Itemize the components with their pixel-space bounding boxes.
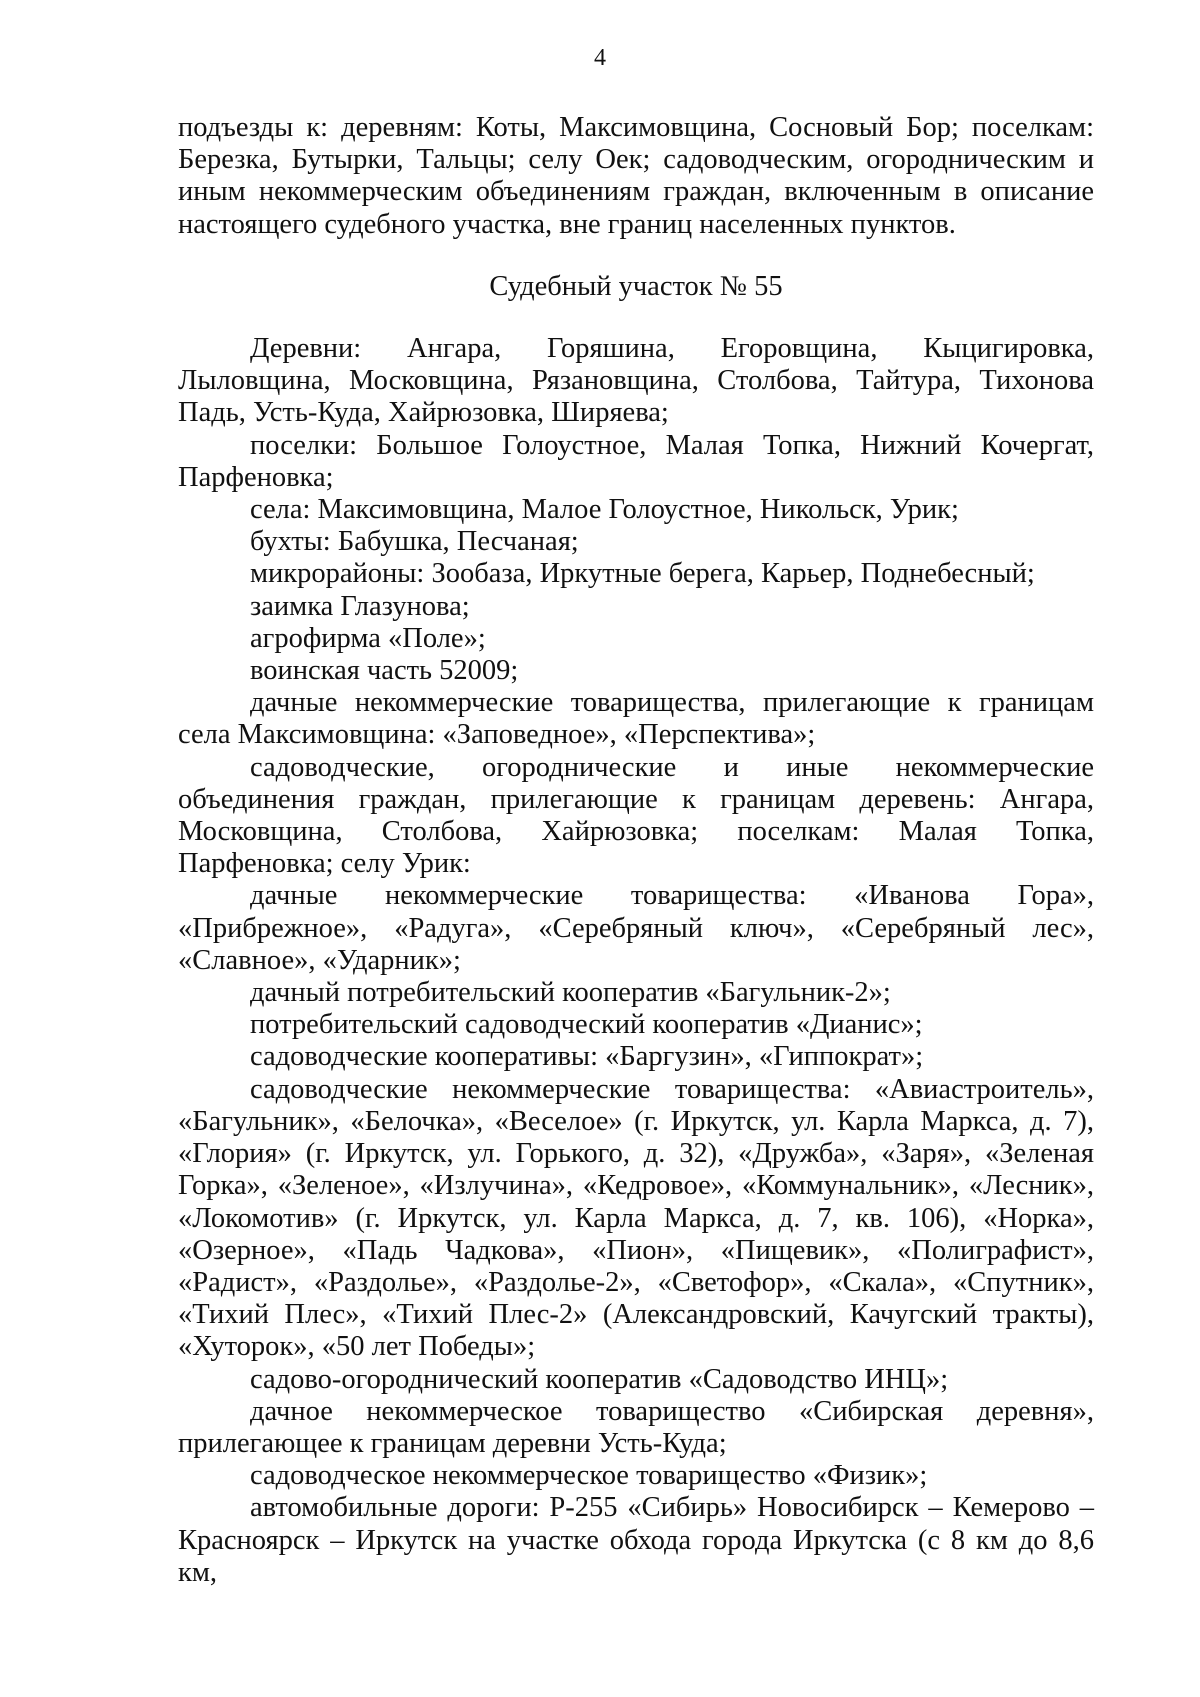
paragraph-siberian-village: дачное некоммерческое товарищество «Сибирская деревня», прилегающее к границам деревни Усть-Куда;: [178, 1395, 1094, 1459]
paragraph-roads: автомобильные дороги: Р-255 «Сибирь» Новосибирск – Кемерово – Красноярск – Иркутск на участке обхода города Иркутска (с 8 км до 8,6 км,: [178, 1492, 1094, 1588]
paragraph-garden-associations: садоводческие, огороднические и иные некоммерческие объединения граждан, прилегающие к границам деревень: Ангара, Московщина, Столбова, Хайрюзовка; поселкам: Малая Топка, Парфеновка; селу Урик:: [178, 751, 1094, 880]
paragraph-dacha-partnerships: дачные некоммерческие товарищества: «Иванова Гора», «Прибрежное», «Радуга», «Серебряный ключ», «Серебряный лес», «Славное», «Ударник»;: [178, 880, 1094, 976]
paragraph-military-unit: воинская часть 52009;: [250, 655, 519, 687]
paragraph-bays: бухты: Бабушка, Песчаная;: [250, 526, 579, 558]
paragraph-dacha-partnerships-maksimovshchina: дачные некоммерческие товарищества, прилегающие к границам села Максимовщина: «Заповедное», «Перспектива»;: [178, 687, 1094, 751]
section-title: Судебный участок № 55: [489, 270, 783, 302]
paragraph-physicist: садоводческое некоммерческое товарищество «Физик»;: [250, 1460, 928, 1492]
paragraph-agrofirm: агрофирма «Поле»;: [250, 622, 486, 654]
paragraph-garden-vegetable-cooperative: садово-огороднический кооператив «Садоводство ИНЦ»;: [250, 1363, 949, 1395]
paragraph-dacha-cooperative: дачный потребительский кооператив «Багульник-2»;: [250, 977, 891, 1009]
paragraph-garden-partnerships: садоводческие некоммерческие товарищества: «Авиастроитель», «Багульник», «Белочка», «Веселое» (г. Иркутск, ул. Карла Маркса, д. 7), «Глория» (г. Иркутск, ул. Горького, д. 32), «Дружба», «Заря», «Зеленая Горка», «Зеленое», «Излучина», «Кедровое», «Коммунальник», «Лесник», «Локомотив» (г. Иркутск, ул. Карла Маркса, д. 7, кв. 106), «Норка», «Озерное», «Падь Чадкова», «Пион», «Пищевик», «Полиграфист», «Радист», «Раздолье», «Раздолье-2», «Светофор», «Скала», «Спутник», «Тихий Плес», «Тихий Плес-2» (Александровский, Качугский тракты), «Хуторок», «50 лет Победы»;: [178, 1073, 1094, 1363]
document-body: [178, 112, 1094, 1589]
paragraph-garden-cooperatives: садоводческие кооперативы: «Баргузин», «Гиппократ»;: [250, 1041, 924, 1073]
paragraph-settlements: поселки: Большое Голоустное, Малая Топка, Нижний Кочергат, Парфеновка;: [178, 429, 1094, 493]
paragraph-consumer-cooperative: потребительский садоводческий кооператив «Дианис»;: [250, 1009, 923, 1041]
paragraph-zaimka: заимка Глазунова;: [250, 590, 470, 622]
paragraph-microdistricts: микрорайоны: Зообаза, Иркутные берега, Карьер, Поднебесный;: [250, 558, 1035, 590]
page-number: 4: [594, 45, 606, 71]
paragraph-villages: Деревни: Ангара, Горяшина, Егоровщина, Кыцигировка, Лыловщина, Московщина, Рязановщина, Столбова, Тайтура, Тихонова Падь, Усть-Куда, Хайрюзовка, Ширяева;: [178, 333, 1094, 429]
intro-paragraph: подъезды к: деревням: Коты, Максимовщина, Сосновый Бор; поселкам: Березка, Бутырки, Тальцы; селу Оек; садоводческим, огородническим и иным некоммерческим объединениям граждан, включенным в описание настоящего судебного участка, вне границ населенных пунктов.: [178, 112, 1094, 240]
paragraph-selos: села: Максимовщина, Малое Голоустное, Никольск, Урик;: [250, 494, 959, 526]
